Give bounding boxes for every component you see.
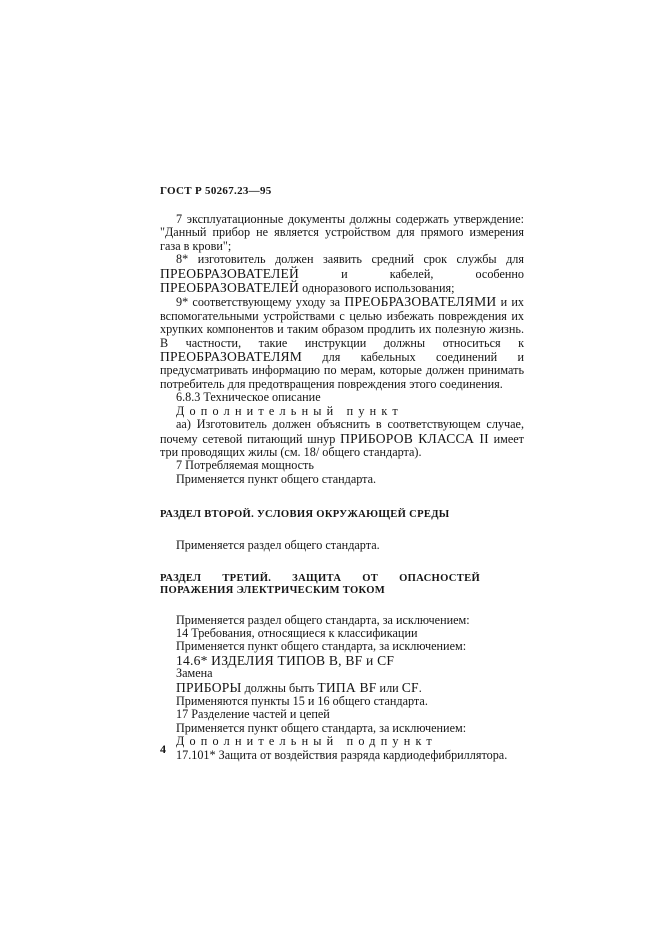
- para-8: 8* изготовитель должен заявить средний срок службы для ПРЕОБРАЗОВАТЕЛЕЙ и кабелей, особенно ПРЕОБРАЗОВАТЕЛЕЙ одноразового использования;: [160, 252, 524, 296]
- heading-17: 17 Разделение частей и цепей: [176, 707, 330, 722]
- para-9: 9* соответствующему уходу за ПРЕОБРАЗОВАТЕЛЯМИ и их вспомогательными устройствами с целью избежать повреждения их хрупких компонентов и таким образом продлить их полезную жизнь. В частности, такие инструкции должны относиться к ПРЕОБРАЗОВАТЕЛЯМ для кабельных соединений и предусматривать информацию по мерам, которые должен принимать потребитель для предотвращения повреждения этого соединения.: [160, 294, 525, 391]
- para-aa: аа) Изготовитель должен объяснить в соответствующем случае, почему сетевой питающий шнур ПРИБОРОВ КЛАССА II имеет три проводящих жилы (см. 18/ общего стандарта).: [160, 417, 524, 459]
- heading-14: 14 Требования, относящиеся к классификации: [176, 625, 418, 640]
- text-14-6: ПРИБОРЫ должны быть ТИПА BF или CF.: [176, 679, 422, 695]
- text-14: Применяется пункт общего стандарта, за исключением:: [176, 639, 467, 654]
- text-15-16: Применяются пункты 15 и 16 общего стандарта.: [176, 693, 428, 708]
- heading-17-101: 17.101* Защита от воздействия разряда кардиодефибриллятора.: [176, 747, 508, 762]
- replacement-label: Замена: [176, 666, 213, 681]
- additional-item-label: Дополнительный пункт: [176, 403, 403, 418]
- document-header: ГОСТ Р 50267.23—95: [160, 185, 272, 197]
- text-17: Применяется пункт общего стандарта, за исключением:: [176, 720, 467, 735]
- heading-14-6: 14.6* ИЗДЕЛИЯ ТИПОВ В, BF и CF: [176, 652, 395, 668]
- section-3-title: РАЗДЕЛ ТРЕТИЙ. ЗАЩИТА ОТ ОПАСНОСТЕЙ ПОРАЖЕНИЯ ЭЛЕКТРИЧЕСКИМ ТОКОМ: [160, 572, 480, 596]
- heading-7: 7 Потребляемая мощность: [176, 458, 314, 473]
- section-2-title: РАЗДЕЛ ВТОРОЙ. УСЛОВИЯ ОКРУЖАЮЩЕЙ СРЕДЫ: [160, 509, 450, 521]
- para-7: 7 эксплуатационные документы должны содержать утверждение: "Данный прибор не является устройством для прямого измерения газа в крови";: [160, 212, 524, 253]
- heading-6-8-3: 6.8.3 Техническое описание: [176, 390, 321, 405]
- additional-subitem-label: Дополнительный подпункт: [176, 734, 437, 749]
- text-7: Применяется пункт общего стандарта.: [176, 471, 377, 486]
- page-number: 4: [160, 742, 166, 756]
- section-2-text: Применяется раздел общего стандарта.: [176, 538, 380, 553]
- section-3-text: Применяется раздел общего стандарта, за исключением:: [176, 612, 470, 627]
- document-body: [160, 213, 524, 762]
